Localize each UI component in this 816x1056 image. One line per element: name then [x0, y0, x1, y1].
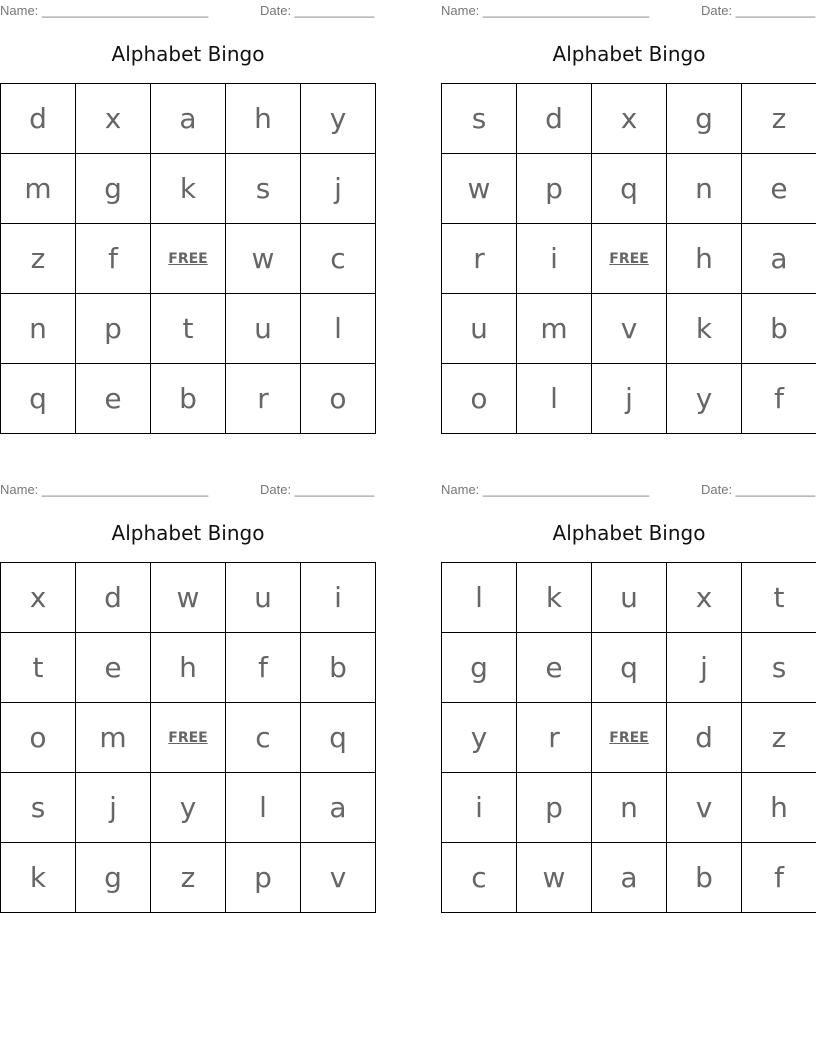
bingo-cell: e: [76, 364, 151, 434]
bingo-cell: u: [226, 294, 301, 364]
free-space: FREE: [151, 224, 226, 294]
bingo-cell: d: [667, 703, 742, 773]
bingo-cell: n: [667, 154, 742, 224]
bingo-cell: m: [76, 703, 151, 773]
bingo-cell: h: [742, 773, 816, 843]
free-space: FREE: [592, 224, 667, 294]
bingo-cell: n: [592, 773, 667, 843]
bingo-cell: f: [742, 364, 816, 434]
bingo-cell: f: [76, 224, 151, 294]
date-field: Date: ___________: [260, 3, 375, 18]
bingo-cell: y: [301, 84, 376, 154]
bingo-cell: t: [151, 294, 226, 364]
bingo-cell: a: [151, 84, 226, 154]
bingo-cell: v: [301, 843, 376, 913]
bingo-cell: k: [667, 294, 742, 364]
free-space: FREE: [592, 703, 667, 773]
bingo-cell: g: [442, 633, 517, 703]
date-field: Date: ___________: [260, 482, 375, 497]
bingo-card: [0, 0, 376, 440]
bingo-cell: k: [1, 843, 76, 913]
bingo-cell: v: [592, 294, 667, 364]
bingo-cell: m: [517, 294, 592, 364]
bingo-cell: o: [442, 364, 517, 434]
bingo-cell: p: [226, 843, 301, 913]
bingo-cell: k: [151, 154, 226, 224]
bingo-grid: [441, 83, 816, 434]
bingo-cell: y: [151, 773, 226, 843]
bingo-card: [0, 479, 376, 919]
name-field: Name: _______________________: [0, 482, 209, 497]
bingo-cell: j: [76, 773, 151, 843]
bingo-card: [441, 0, 816, 440]
bingo-cell: f: [742, 843, 816, 913]
card-title: Alphabet Bingo: [111, 521, 265, 545]
date-field: Date: ___________: [701, 3, 816, 18]
bingo-cell: t: [742, 563, 816, 633]
bingo-cell: q: [592, 154, 667, 224]
bingo-cell: e: [742, 154, 816, 224]
bingo-cell: u: [442, 294, 517, 364]
bingo-cell: b: [667, 843, 742, 913]
bingo-cell: q: [592, 633, 667, 703]
bingo-cell: g: [76, 154, 151, 224]
bingo-cell: r: [517, 703, 592, 773]
bingo-cell: e: [76, 633, 151, 703]
bingo-cell: h: [226, 84, 301, 154]
bingo-cell: b: [151, 364, 226, 434]
bingo-cell: n: [1, 294, 76, 364]
bingo-cell: i: [517, 224, 592, 294]
bingo-cell: k: [517, 563, 592, 633]
card-title: Alphabet Bingo: [111, 42, 265, 66]
bingo-cell: z: [1, 224, 76, 294]
bingo-cell: i: [301, 563, 376, 633]
bingo-cell: t: [1, 633, 76, 703]
bingo-cell: i: [442, 773, 517, 843]
bingo-cell: r: [226, 364, 301, 434]
bingo-cell: v: [667, 773, 742, 843]
bingo-cell: l: [226, 773, 301, 843]
bingo-cell: d: [76, 563, 151, 633]
bingo-cell: w: [442, 154, 517, 224]
bingo-cell: b: [742, 294, 816, 364]
bingo-cell: s: [742, 633, 816, 703]
bingo-cell: p: [76, 294, 151, 364]
bingo-grid: [441, 562, 816, 913]
bingo-grid: [0, 562, 376, 913]
bingo-cell: z: [151, 843, 226, 913]
bingo-cell: p: [517, 154, 592, 224]
card-title: Alphabet Bingo: [552, 521, 706, 545]
date-field: Date: ___________: [701, 482, 816, 497]
bingo-cell: w: [517, 843, 592, 913]
bingo-cell: b: [301, 633, 376, 703]
bingo-cell: x: [592, 84, 667, 154]
bingo-cell: l: [517, 364, 592, 434]
bingo-cell: j: [592, 364, 667, 434]
bingo-cell: o: [301, 364, 376, 434]
bingo-grid: [0, 83, 376, 434]
bingo-cell: f: [226, 633, 301, 703]
bingo-cell: c: [226, 703, 301, 773]
name-field: Name: _______________________: [441, 482, 650, 497]
bingo-cell: g: [76, 843, 151, 913]
card-title: Alphabet Bingo: [552, 42, 706, 66]
bingo-cell: r: [442, 224, 517, 294]
bingo-cell: l: [301, 294, 376, 364]
bingo-cell: q: [1, 364, 76, 434]
bingo-cell: d: [1, 84, 76, 154]
bingo-cell: m: [1, 154, 76, 224]
bingo-cell: d: [517, 84, 592, 154]
bingo-cell: l: [442, 563, 517, 633]
bingo-cell: y: [667, 364, 742, 434]
bingo-cell: c: [442, 843, 517, 913]
bingo-cell: x: [667, 563, 742, 633]
bingo-cell: a: [301, 773, 376, 843]
bingo-card: [441, 479, 816, 919]
bingo-cell: z: [742, 703, 816, 773]
bingo-cell: a: [592, 843, 667, 913]
bingo-cell: u: [592, 563, 667, 633]
bingo-cell: w: [151, 563, 226, 633]
bingo-cell: e: [517, 633, 592, 703]
bingo-cell: j: [301, 154, 376, 224]
bingo-cell: o: [1, 703, 76, 773]
bingo-cell: z: [742, 84, 816, 154]
bingo-cell: x: [1, 563, 76, 633]
bingo-cell: y: [442, 703, 517, 773]
free-space: FREE: [151, 703, 226, 773]
bingo-cell: h: [667, 224, 742, 294]
bingo-cell: g: [667, 84, 742, 154]
bingo-cell: c: [301, 224, 376, 294]
bingo-cell: u: [226, 563, 301, 633]
bingo-cell: s: [226, 154, 301, 224]
bingo-cell: h: [151, 633, 226, 703]
bingo-cell: a: [742, 224, 816, 294]
bingo-cell: s: [1, 773, 76, 843]
bingo-cell: q: [301, 703, 376, 773]
bingo-cell: p: [517, 773, 592, 843]
bingo-cell: s: [442, 84, 517, 154]
bingo-cell: w: [226, 224, 301, 294]
name-field: Name: _______________________: [0, 3, 209, 18]
bingo-cell: j: [667, 633, 742, 703]
bingo-cell: x: [76, 84, 151, 154]
name-field: Name: _______________________: [441, 3, 650, 18]
